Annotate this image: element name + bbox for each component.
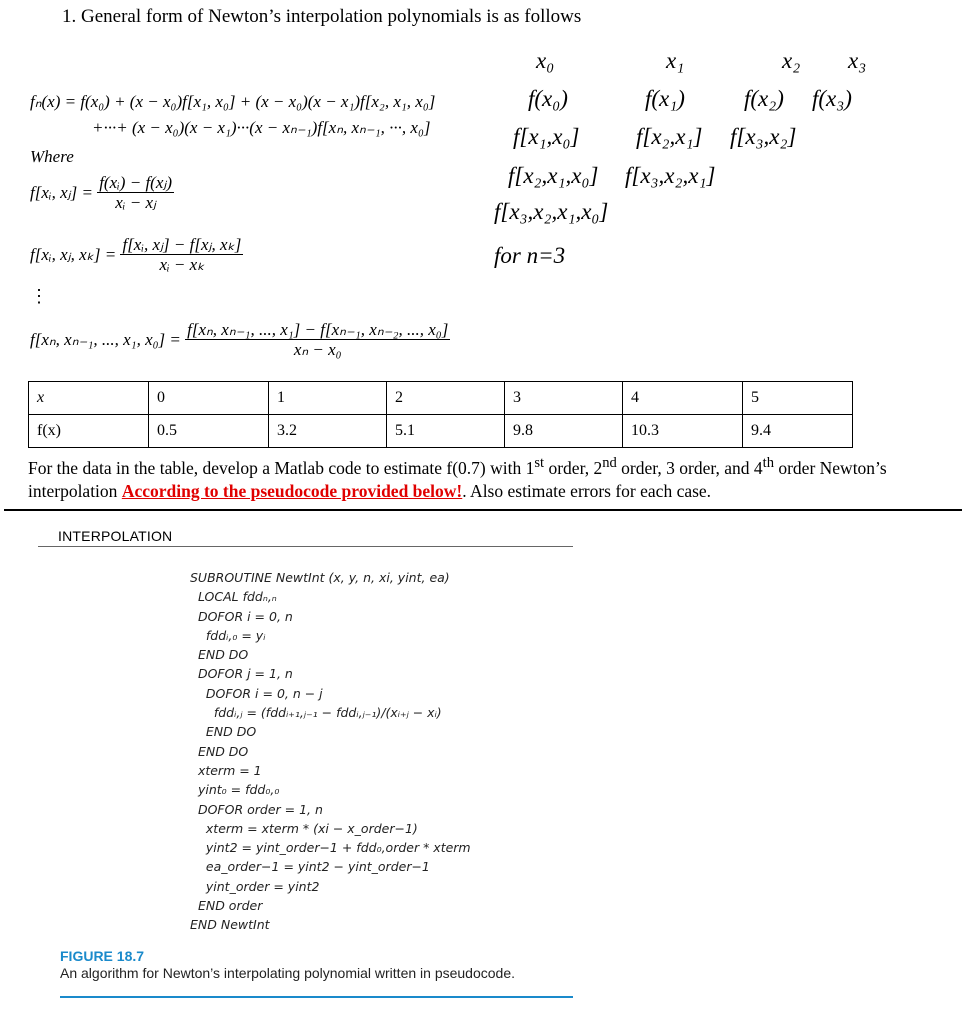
- instructions-text: order Newton’s interpolation: [28, 457, 887, 501]
- code-line: yint_order = yint2: [190, 878, 320, 894]
- table-cell: 4: [623, 382, 743, 415]
- table-cell: 1: [269, 382, 387, 415]
- code-line: END DO: [190, 647, 249, 663]
- ordinal-suffix: nd: [602, 455, 617, 471]
- instructions-paragraph: [28, 452, 948, 503]
- vertical-ellipsis: ⋮: [30, 286, 48, 306]
- triangle-f-x0: f(x₀): [528, 86, 568, 111]
- table-row-x: [29, 382, 853, 415]
- triangle-x1: x₁: [666, 48, 685, 73]
- figure-header-rule: [38, 546, 573, 547]
- code-line: DOFOR j = 1, n: [190, 666, 293, 682]
- divided-difference-2: [30, 235, 243, 274]
- code-line: DOFOR i = 0, n − j: [190, 685, 323, 701]
- triangle-f-x2: f(x₂): [744, 86, 784, 111]
- formula-line-2: +···+ (x − x₀)(x − x₁)···(x − xₙ₋₁)f[xₙ, xₙ₋₁, ···, x₀]: [92, 118, 431, 137]
- code-line: DOFOR i = 0, n: [190, 608, 293, 624]
- dd2-numerator: f[xᵢ, xⱼ] − f[xⱼ, xₖ]: [122, 235, 242, 254]
- figure-caption: An algorithm for Newton’s interpolating polynomial written in pseudocode.: [60, 965, 515, 981]
- triangle-f-x1: f(x₁): [645, 86, 685, 111]
- pseudocode-emphasis: According to the pseudocode provided below!: [121, 480, 463, 501]
- code-line: fddᵢ,ⱼ = (fddᵢ₊₁,ⱼ₋₁ − fddᵢ,ⱼ₋₁)/(xᵢ₊ⱼ − xᵢ): [190, 705, 442, 721]
- instructions-text: order, 2: [544, 457, 603, 478]
- table-cell: 0.5: [149, 415, 269, 448]
- ddn-numerator: f[xₙ, xₙ₋₁, ..., x₁] − f[xₙ₋₁, xₙ₋₂, ..., x₀]: [187, 320, 449, 339]
- table-cell: 9.4: [743, 415, 853, 448]
- dd2-lhs: f[xᵢ, xⱼ, xₖ] =: [30, 244, 117, 264]
- formula-line-1: fₙ(x) = f(x₀) + (x − x₀)f[x₁, x₀] + (x − x₀)(x − x₁)f[x₂, x₁, x₀]: [30, 92, 436, 111]
- where-label: Where: [30, 147, 74, 166]
- code-line: END order: [190, 898, 263, 914]
- triangle-dd-x2x1x0: f[x₂,x₁,x₀]: [508, 163, 599, 188]
- code-line: LOCAL fddₙ,ₙ: [190, 589, 277, 605]
- triangle-dd-x1x0: f[x₁,x₀]: [513, 124, 580, 149]
- divided-difference-n: [30, 320, 450, 359]
- dd2-fraction: [120, 235, 243, 274]
- data-table: [28, 381, 853, 448]
- dd1-numerator: f(xᵢ) − f(xⱼ): [99, 173, 173, 192]
- code-line: xterm = 1: [190, 762, 262, 778]
- table-cell: 3: [505, 382, 623, 415]
- problem-title: 1. General form of Newton’s interpolation polynomials is as follows: [62, 6, 582, 27]
- ddn-fraction: [185, 320, 450, 359]
- dd1-fraction: [97, 173, 174, 212]
- dd1-lhs: f[xᵢ, xⱼ] =: [30, 182, 93, 202]
- instructions-text: order, 3 order, and 4: [616, 457, 763, 478]
- divided-difference-1: [30, 173, 174, 212]
- dd1-denominator: xᵢ − xⱼ: [115, 193, 156, 212]
- triangle-dd-x3x2: f[x₃,x₂]: [730, 124, 797, 149]
- ddn-denominator: xₙ − x₀: [293, 340, 342, 359]
- table-row-fx: [29, 415, 853, 448]
- code-line: yint2 = yint_order−1 + fdd₀,order * xterm: [190, 840, 471, 856]
- triangle-x3: x₃: [848, 48, 867, 73]
- triangle-note: for n=3: [494, 243, 566, 268]
- triangle-dd-x3x2x1x0: f[x₃,x₂,x₁,x₀]: [494, 199, 609, 224]
- figure-header: INTERPOLATION: [58, 528, 173, 544]
- code-line: fddᵢ,₀ = yᵢ: [190, 627, 266, 643]
- table-cell: 5.1: [387, 415, 505, 448]
- triangle-x2: x₂: [782, 48, 801, 73]
- code-line: xterm = xterm * (xi − x_order−1): [190, 820, 418, 836]
- triangle-dd-x2x1: f[x₂,x₁]: [636, 124, 703, 149]
- ddn-lhs: f[xₙ, xₙ₋₁, ..., x₁, x₀] =: [30, 329, 181, 349]
- ordinal-suffix: th: [762, 455, 774, 471]
- ordinal-suffix: st: [534, 455, 545, 471]
- code-line: yint₀ = fdd₀,₀: [190, 782, 280, 798]
- code-line: DOFOR order = 1, n: [190, 801, 323, 817]
- table-cell: 2: [387, 382, 505, 415]
- code-line: ea_order−1 = yint2 − yint_order−1: [190, 859, 430, 875]
- table-cell: 10.3: [623, 415, 743, 448]
- table-cell: 3.2: [269, 415, 387, 448]
- table-header-fx: f(x): [29, 415, 149, 448]
- instructions-text: For the data in the table, develop a Matlab code to estimate f(0.7) with 1: [28, 457, 535, 478]
- table-cell: 5: [743, 382, 853, 415]
- figure-title: FIGURE 18.7: [60, 948, 145, 964]
- table-header-x: x: [29, 382, 149, 415]
- code-line: END DO: [190, 743, 249, 759]
- figure-bottom-rule: [60, 996, 573, 998]
- pseudocode-block: [190, 568, 471, 935]
- table-cell: 9.8: [505, 415, 623, 448]
- table-cell: 0: [149, 382, 269, 415]
- instructions-text: . Also estimate errors for each case.: [462, 480, 712, 501]
- triangle-dd-x3x2x1: f[x₃,x₂,x₁]: [625, 163, 716, 188]
- section-divider: [4, 509, 962, 511]
- code-line: SUBROUTINE NewtInt (x, y, n, xi, yint, ea): [190, 570, 450, 585]
- triangle-x0: x₀: [536, 48, 555, 73]
- dd2-denominator: xᵢ − xₖ: [159, 255, 205, 274]
- triangle-f-x3: f(x₃): [812, 86, 852, 111]
- code-line: END NewtInt: [190, 917, 270, 933]
- code-line: END DO: [190, 724, 257, 740]
